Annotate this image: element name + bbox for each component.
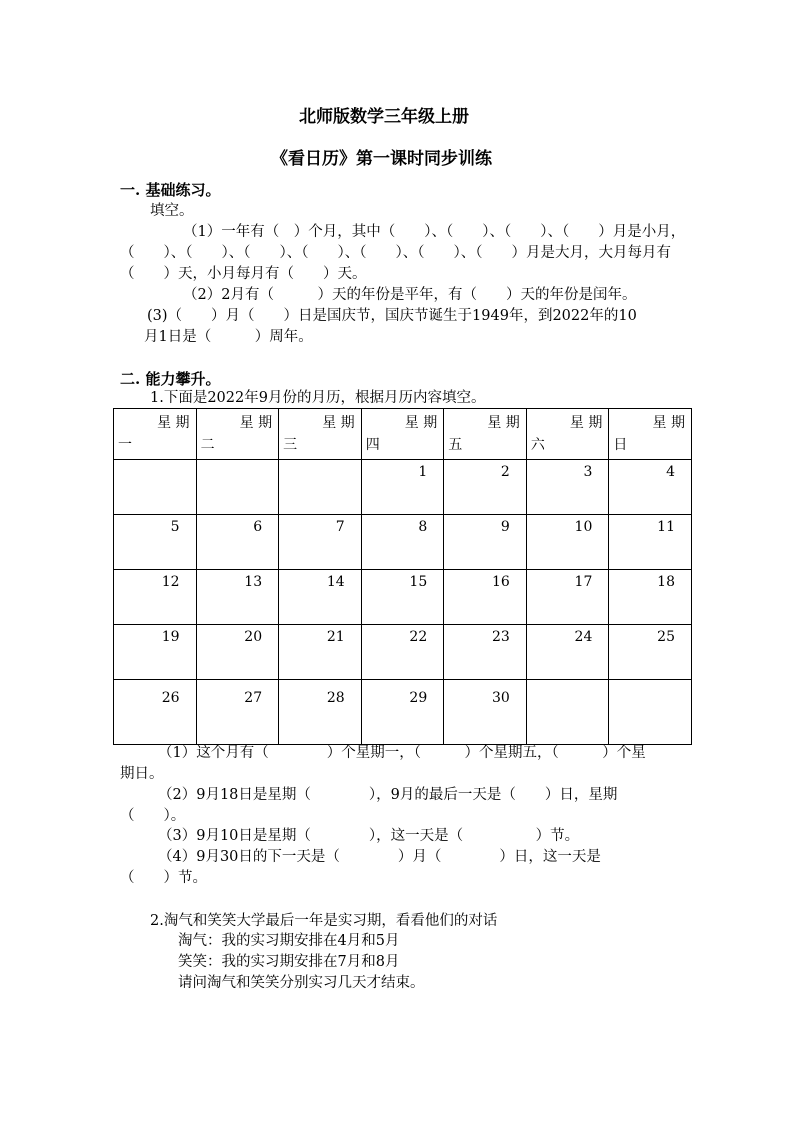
calendar-day-cell: 28: [279, 680, 362, 745]
section1-heading: 一. 基础练习。: [120, 181, 221, 199]
calendar-day-cell: 14: [279, 570, 362, 625]
calendar-day-cell: 5: [114, 515, 197, 570]
calendar-day-cell: 6: [196, 515, 279, 570]
calendar-day-cell: 20: [196, 625, 279, 680]
weekday-header: [444, 409, 527, 460]
section1-line: （1）一年有（ ）个月，其中（ ）、（ ）、（ ）、（ ）月是小月，: [183, 224, 686, 240]
weekday-header-day: 六: [530, 437, 545, 453]
calendar-day-cell: 1: [361, 460, 444, 515]
q2-intro: 2.淘气和笑笑大学最后一年是实习期，看看他们的对话: [150, 913, 498, 929]
weekday-header-top: 星 期: [404, 415, 438, 431]
weekday-header-day: 一: [118, 437, 132, 453]
weekday-header-top: 星 期: [239, 415, 273, 431]
calendar-day-cell: [196, 460, 279, 515]
weekday-header-day: 二: [200, 437, 215, 453]
calendar-day-cell: 7: [279, 515, 362, 570]
weekday-header-top: 星 期: [322, 415, 355, 431]
calendar-day-cell: 30: [444, 680, 527, 745]
page-subtitle: 《看日历》第一课时同步训练: [271, 149, 492, 169]
page-title: 北师版数学三年级上册: [299, 107, 469, 127]
calendar-day-cell: 26: [114, 680, 197, 745]
q2-line: 请问淘气和笑笑分别实习几天才结束。: [178, 975, 425, 991]
calendar-day-cell: [114, 460, 197, 515]
calendar-week-row: [114, 515, 692, 570]
weekday-header-top: 星 期: [487, 415, 520, 431]
section1-line: （ ）、（ ）、（ ）、（ ）、（ ）、（ ）、（ ）月是大月，大月每月有: [120, 245, 671, 261]
q1-line: （3）9月10日是星期（ ），这一天是（ ）节。: [158, 828, 580, 844]
weekday-header-day: 四: [365, 437, 380, 453]
calendar-day-cell: 13: [196, 570, 279, 625]
section1-line: (3)（ ）月（ ）日是国庆节，国庆节诞生于1949年，到2022年的10: [147, 308, 637, 324]
calendar-day-cell: 22: [361, 625, 444, 680]
calendar-day-cell: 3: [526, 460, 609, 515]
section1-line: 月1日是（ ）周年。: [144, 329, 313, 345]
calendar-day-cell: 29: [361, 680, 444, 745]
calendar-table: [113, 408, 692, 745]
q1-line: 期日。: [120, 766, 164, 782]
q1-line: （ ）节。: [120, 870, 207, 886]
q1-line: （1）这个月有（ ）个星期一，（ ）个星期五，（ ）个星: [158, 745, 646, 761]
section1-line: （2）2月有（ ）天的年份是平年，有（ ）天的年份是闰年。: [183, 287, 637, 303]
calendar-week-row: [114, 680, 692, 745]
calendar-day-cell: 8: [361, 515, 444, 570]
q1-intro: 1.下面是2022年9月份的月历，根据月历内容填空。: [150, 390, 486, 406]
calendar-day-cell: 23: [444, 625, 527, 680]
calendar-day-cell: 17: [526, 570, 609, 625]
calendar-day-cell: 11: [609, 515, 692, 570]
calendar-day-cell: 12: [114, 570, 197, 625]
calendar-day-cell: 21: [279, 625, 362, 680]
weekday-header: [526, 409, 609, 460]
weekday-header: [196, 409, 279, 460]
weekday-header: [361, 409, 444, 460]
calendar-day-cell: [609, 680, 692, 745]
q1-line: （2）9月18日是星期（ ），9月的最后一天是（ ）日，星期: [158, 787, 618, 803]
q2-line: 淘气：我的实习期安排在4月和5月: [178, 933, 400, 949]
q2-line: 笑笑：我的实习期安排在7月和8月: [178, 954, 400, 970]
calendar-week-row: [114, 625, 692, 680]
section2-heading: 二. 能力攀升。: [120, 370, 221, 388]
weekday-header-top: 星 期: [652, 415, 685, 431]
weekday-header-top: 星 期: [569, 415, 603, 431]
weekday-header-day: 三: [283, 437, 298, 453]
q1-line: （4）9月30日的下一天是（ ）月（ ）日，这一天是: [158, 849, 601, 865]
q1-line: （ ）。: [120, 808, 186, 824]
calendar-day-cell: 9: [444, 515, 527, 570]
calendar-day-cell: 15: [361, 570, 444, 625]
calendar-day-cell: 4: [609, 460, 692, 515]
calendar-header-row: [114, 409, 692, 460]
calendar-day-cell: 2: [444, 460, 527, 515]
weekday-header-day: 日: [613, 437, 628, 453]
weekday-header-day: 五: [448, 437, 463, 453]
calendar-day-cell: 19: [114, 625, 197, 680]
weekday-header-top: 星 期: [157, 415, 190, 431]
calendar-day-cell: 24: [526, 625, 609, 680]
calendar-day-cell: 25: [609, 625, 692, 680]
calendar-day-cell: [279, 460, 362, 515]
calendar-day-cell: [526, 680, 609, 745]
calendar-week-row: [114, 460, 692, 515]
calendar-day-cell: 16: [444, 570, 527, 625]
calendar-day-cell: 27: [196, 680, 279, 745]
weekday-header: [114, 409, 197, 460]
weekday-header: [609, 409, 692, 460]
calendar-day-cell: 10: [526, 515, 609, 570]
section1-instruction: 填空。: [150, 203, 194, 219]
calendar-day-cell: 18: [609, 570, 692, 625]
weekday-header: [279, 409, 362, 460]
calendar-week-row: [114, 570, 692, 625]
section1-line: （ ）天，小月每月有（ ）天。: [120, 266, 367, 282]
